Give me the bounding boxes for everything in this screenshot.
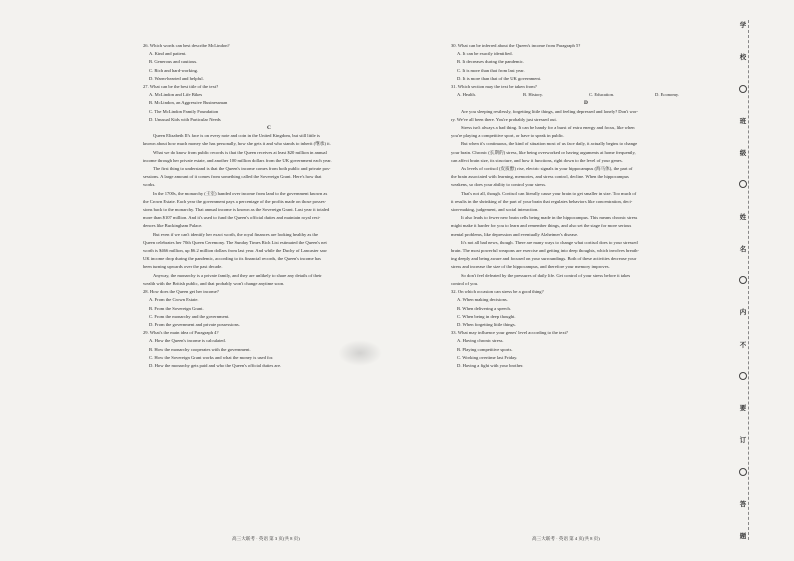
- question-stem: 28. How does the Queen get her income?: [143, 289, 219, 295]
- seal-character: 不: [739, 340, 747, 349]
- question-stem: 33. What may influence your genes' level according to the text?: [451, 330, 568, 336]
- paragraph-line: can affect brain size, its structure, and how it functions, right down to the level of your genes.: [451, 157, 623, 163]
- paragraph-line: dences like Buckingham Palace.: [143, 223, 203, 229]
- question-stem: 32. On which occasion can stress be a good thing?: [451, 289, 544, 295]
- seal-character: 答: [739, 499, 747, 508]
- paragraph-line: you're playing a competitive sport, or have to speak in public.: [451, 133, 565, 139]
- answer-option: D. It is more than that of the UK government.: [457, 75, 542, 81]
- answer-option: B. It decreases during the pandemic.: [457, 59, 524, 65]
- answer-option: D. Unusual Kids with Particular Needs: [149, 116, 221, 122]
- section-heading: C: [267, 125, 271, 132]
- paragraph-line: As levels of cortisol (皮质醇) rise, electric signals in your hippocampus (海马体), the part of: [461, 166, 633, 172]
- paragraph-line: So don't feel defeated by the pressures of daily life. Get control of your stress before it takes: [461, 272, 631, 278]
- paragraph-line: sion-making, judgement, and social interaction.: [451, 207, 539, 213]
- seal-character: 订: [739, 436, 747, 445]
- answer-option: A. Kind and patient.: [149, 51, 187, 57]
- paragraph-line: works.: [143, 182, 156, 188]
- seal-circle-mark: [739, 180, 747, 188]
- paragraph-line: ing deeply and being aware and focused on your surroundings. Both of these activities decrease your: [451, 256, 637, 262]
- answer-option: A. McLindon and Life Bikes: [149, 92, 203, 98]
- seal-character: 学: [739, 21, 747, 29]
- question-stem: 30. What can be inferred about the Queen's income from Paragraph 5?: [451, 43, 581, 48]
- paragraph-line: It's not all bad news, though. There are many ways to change what cortisol does to your stressed: [461, 239, 638, 245]
- binding-seal-strip: [736, 20, 750, 540]
- answer-option: C. It is more than that from last year.: [457, 67, 525, 73]
- answer-option: A. How the Queen's income is calculated.: [149, 338, 226, 344]
- paragraph-line: The first thing to understand is that the Queen's income comes from both public and private pos-: [153, 166, 331, 172]
- answer-option: B. Generous and cautious.: [149, 59, 198, 65]
- answer-options-row: [451, 91, 721, 99]
- seal-character: 题: [739, 532, 747, 540]
- paragraph-line: That's not all, though. Cortisol can literally cause your brain to get smaller in size. Too much of: [461, 190, 637, 196]
- section-heading: D: [584, 100, 588, 107]
- answer-option: C. From the monarchy and the government.: [149, 313, 230, 319]
- paragraph-line: Are you sleeping restlessly, forgetting little things, and feeling depressed and lonely? Don't wor-: [461, 108, 639, 114]
- answer-option: B. How the monarchy cooperates with the government.: [149, 346, 251, 352]
- question-stem: 31. Which section may the text be taken from?: [451, 84, 537, 90]
- seal-character: 要: [739, 404, 747, 412]
- paragraph-line: It also leads to fewer new brain cells being made in the hippocampus. This means chronic stress: [461, 215, 638, 221]
- seal-circle-mark: [739, 372, 747, 380]
- answer-option: B. McLindon, an Aggressive Businessman: [149, 100, 228, 106]
- answer-option: A. Health.: [457, 92, 477, 98]
- paragraph-line: mental problems, like depression and eventually Alzheimer's disease.: [451, 231, 579, 237]
- answer-option: D. Economy.: [655, 92, 680, 98]
- question-stem: 27. What can be the best title of the text?: [143, 84, 219, 90]
- paragraph-line: worth is $466 million, up $6.2 million dollars from last year. And while the Duchy of Lancaster saw: [143, 248, 327, 254]
- paragraph-line: more than $107 million. And it's used to fund the Queen's official duties and maintain royal resi-: [143, 215, 321, 221]
- answer-option: D. Warm-hearted and helpful.: [149, 75, 204, 81]
- paragraph-line: sessions. A large amount of it comes from something called the Sovereign Grant. Here's how that: [143, 174, 322, 180]
- paragraph-line: might make it harder for you to learn and remember things, and also set the stage for more serious: [451, 223, 632, 229]
- paragraph-line: Anyway, the monarchy is a private family, and they are unlikely to share any details of their: [153, 272, 322, 278]
- answer-option: A. It can be exactly identified.: [457, 51, 513, 57]
- page-footer-left: 高三大联考 · 英语 第 3 页(共 8 页): [232, 536, 300, 541]
- paragraph-line: What we do know from public records is that the Queen receives at least $20 million in annual: [153, 149, 327, 155]
- seal-circle-mark: [739, 468, 747, 476]
- paragraph-line: But when it's continuous, the kind of situation most of us face daily, it actually begins to change: [461, 141, 638, 147]
- paragraph-line: your brain. Chronic (长期的) stress, like being overworked or having arguments at home frequently,: [451, 149, 636, 155]
- paragraph-line: UK income drop during the pandemic, according to its financial records, the Queen's income has: [143, 256, 321, 262]
- paragraph-line: Stress isn't always a bad thing. It can be handy for a burst of extra energy and focus, like when: [461, 125, 635, 131]
- answer-option: C. The McLindon Family Foundation: [149, 108, 219, 114]
- answer-option: D. Having a fight with your brother.: [457, 362, 524, 368]
- left-column: [143, 42, 395, 370]
- paragraph-line: income through her private estate, and another 100 million dollars from the UK government each year.: [143, 157, 332, 163]
- paragraph-line: In the 1700s, the monarchy (王室) handed over income from land to the government known as: [153, 190, 328, 196]
- question-stem: 26. Which words can best describe McLindon?: [143, 43, 230, 48]
- paragraph-line: sions back to the monarchy. That annual income is known as the Sovereign Grant. Last year it totaled: [143, 207, 330, 213]
- seal-character: 名: [739, 244, 747, 253]
- answer-option: A. When making decisions.: [457, 297, 508, 303]
- answer-option: D. When forgetting little things.: [457, 321, 516, 327]
- answer-option: B. History.: [523, 92, 543, 98]
- paragraph-line: Queen Elizabeth II's face is on every note and coin in the United Kingdom, but still little is: [153, 133, 320, 139]
- paragraph-line: weakens, so does your ability to control your stress.: [451, 182, 547, 188]
- paragraph-line: the brain associated with learning, memories, and stress control, decline. When the hippocampus: [451, 174, 629, 180]
- seal-character: 姓: [739, 212, 747, 221]
- paragraph-line: it results in the shrinking of the part of your brain that regulates behaviors like concentration, deci-: [451, 198, 633, 204]
- paragraph-line: wealth with the British public, and that probably won't change anytime soon.: [143, 280, 285, 286]
- seal-character: 校: [739, 53, 747, 62]
- seal-character: 内: [739, 308, 747, 317]
- seal-character: 级: [739, 149, 747, 157]
- answer-option: A. From the Crown Estate.: [149, 297, 199, 303]
- answer-option: C. When being in deep thought.: [457, 313, 516, 319]
- right-column: [451, 42, 721, 370]
- answer-option: A. Having chronic stress.: [457, 338, 504, 344]
- paragraph-line: been turning upwards over the past decade.: [143, 264, 223, 270]
- paragraph-line: the Crown Estate. Each year the government pays a percentage of the profits made on those posses-: [143, 198, 327, 204]
- question-stem: 29. What's the main idea of Paragraph 4?: [143, 330, 219, 336]
- paragraph-line: ry. We've all been there. You're probably just stressed out.: [451, 116, 557, 122]
- paragraph-line: brain. The most powerful weapons are exercise and getting into deep thoughts, which involves breath-: [451, 248, 639, 254]
- seal-circle-mark: [739, 276, 747, 284]
- seal-character: 班: [739, 116, 747, 125]
- paragraph-line: Queen celebrates her 70th Queen Ceremony. The Sunday Times Rich List estimated the Queen's net: [143, 239, 327, 245]
- answer-option: C. Working overtime last Friday.: [457, 354, 518, 360]
- answer-option: D. How the monarchy gets paid and who the Queen's official duties are.: [149, 362, 282, 368]
- ink-smudge: [338, 340, 382, 366]
- answer-option: B. From the Sovereign Grant.: [149, 305, 204, 311]
- answer-option: C. How the Sovereign Grant works and what the money is used for.: [149, 354, 274, 360]
- seal-circle-mark: [739, 85, 747, 93]
- paragraph-line: control of you.: [451, 280, 479, 286]
- answer-option: C. Education.: [589, 92, 615, 98]
- page-footer-right: 高三大联考 · 英语 第 4 页(共 8 页): [532, 536, 600, 541]
- answer-option: C. Rich and hard-working.: [149, 67, 199, 73]
- answer-option: B. Playing competitive sports.: [457, 346, 513, 352]
- answer-option: B. When delivering a speech.: [457, 305, 512, 311]
- answer-option: D. From the government and private possessions.: [149, 321, 240, 327]
- paragraph-line: But even if we can't identify her exact worth, the royal finances are looking healthy as the: [153, 231, 318, 237]
- paragraph-line: stress and increase the size of the hippocampus, and therefore your memory improves.: [451, 264, 610, 270]
- paragraph-line: known about how much money she has personally, how she gets it and who stands to inherit (继承) it.: [143, 141, 331, 147]
